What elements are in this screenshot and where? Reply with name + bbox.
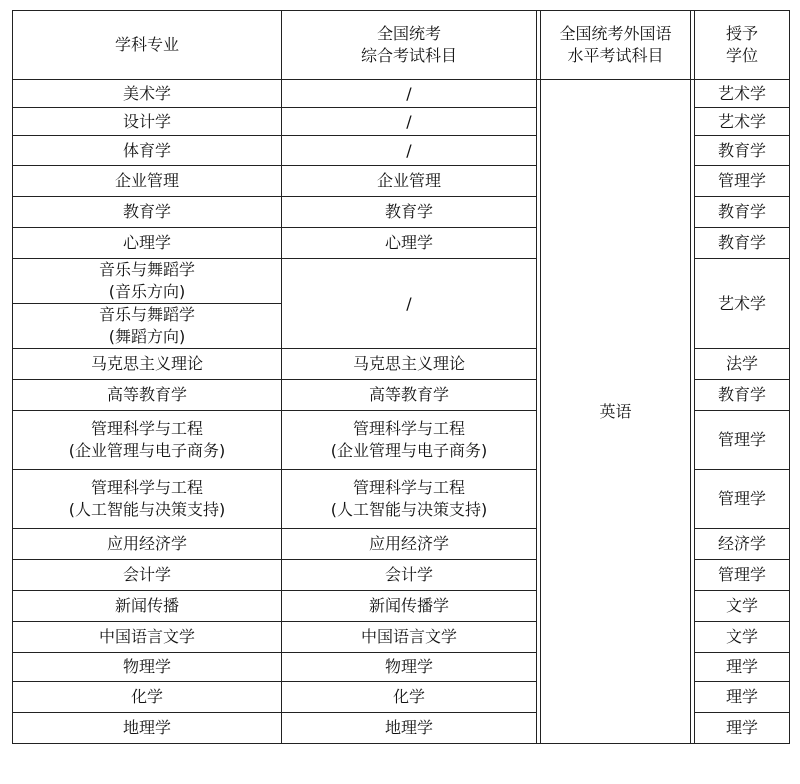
degree-cell: 文学 bbox=[695, 622, 790, 653]
major-line1: 管理科学与工程 bbox=[90, 419, 203, 438]
major-line1: 管理科学与工程 bbox=[90, 478, 203, 497]
major-cell: 教育学 bbox=[13, 197, 282, 228]
degree-cell: 艺术学 bbox=[695, 259, 790, 349]
degree-cell: 管理学 bbox=[695, 411, 790, 470]
exam-cell: 马克思主义理论 bbox=[282, 349, 537, 380]
major-cell: 心理学 bbox=[13, 228, 282, 259]
major-cell: 马克思主义理论 bbox=[13, 349, 282, 380]
degree-cell: 经济学 bbox=[695, 529, 790, 560]
major-cell bbox=[13, 304, 282, 349]
degree-cell: 教育学 bbox=[695, 136, 790, 166]
major-cell: 企业管理 bbox=[13, 166, 282, 197]
major-cell: 物理学 bbox=[13, 653, 282, 682]
exam-cell: 地理学 bbox=[282, 713, 537, 744]
header-degree-line1: 授予 bbox=[725, 24, 758, 43]
exam-cell: 应用经济学 bbox=[282, 529, 537, 560]
header-foreign-language-line1: 全国统考外国语 bbox=[559, 24, 672, 43]
exam-cell: / bbox=[282, 108, 537, 136]
major-line2: (音乐方向) bbox=[108, 282, 186, 301]
major-cell: 设计学 bbox=[13, 108, 282, 136]
header-comprehensive-exam-line2: 综合考试科目 bbox=[360, 46, 457, 65]
major-cell: 美术学 bbox=[13, 80, 282, 108]
major-line2: (企业管理与电子商务) bbox=[68, 441, 226, 460]
exam-cell: 新闻传播学 bbox=[282, 591, 537, 622]
major-cell bbox=[13, 259, 282, 304]
major-line1: 音乐与舞蹈学 bbox=[98, 260, 195, 279]
exam-line2: (人工智能与决策支持) bbox=[330, 500, 488, 519]
exam-line2: (企业管理与电子商务) bbox=[330, 441, 488, 460]
degree-cell: 教育学 bbox=[695, 197, 790, 228]
exam-cell: 企业管理 bbox=[282, 166, 537, 197]
exam-cell: 心理学 bbox=[282, 228, 537, 259]
exam-cell: / bbox=[282, 259, 537, 349]
degree-cell: 艺术学 bbox=[695, 80, 790, 108]
major-cell: 高等教育学 bbox=[13, 380, 282, 411]
exam-cell: / bbox=[282, 136, 537, 166]
header-degree-line2: 学位 bbox=[725, 46, 758, 65]
exam-cell: 物理学 bbox=[282, 653, 537, 682]
exam-cell bbox=[282, 411, 537, 470]
major-cell: 应用经济学 bbox=[13, 529, 282, 560]
degree-cell: 理学 bbox=[695, 713, 790, 744]
major-line2: (舞蹈方向) bbox=[108, 327, 186, 346]
exam-cell: / bbox=[282, 80, 537, 108]
header-comprehensive-exam bbox=[282, 11, 537, 80]
exam-cell: 化学 bbox=[282, 682, 537, 713]
header-degree bbox=[695, 11, 790, 80]
table-row bbox=[13, 80, 790, 108]
admission-table-container bbox=[12, 10, 790, 744]
exam-cell bbox=[282, 470, 537, 529]
degree-cell: 法学 bbox=[695, 349, 790, 380]
major-cell bbox=[13, 411, 282, 470]
degree-cell: 教育学 bbox=[695, 228, 790, 259]
exam-cell: 教育学 bbox=[282, 197, 537, 228]
header-major: 学科专业 bbox=[13, 11, 282, 80]
major-cell: 地理学 bbox=[13, 713, 282, 744]
exam-line1: 管理科学与工程 bbox=[352, 478, 465, 497]
major-cell: 化学 bbox=[13, 682, 282, 713]
exam-line1: 管理科学与工程 bbox=[352, 419, 465, 438]
degree-cell: 文学 bbox=[695, 591, 790, 622]
foreign-language-cell: 英语 bbox=[541, 80, 691, 744]
exam-cell: 会计学 bbox=[282, 560, 537, 591]
major-cell: 新闻传播 bbox=[13, 591, 282, 622]
exam-cell: 高等教育学 bbox=[282, 380, 537, 411]
header-comprehensive-exam-line1: 全国统考 bbox=[376, 24, 441, 43]
degree-cell: 理学 bbox=[695, 653, 790, 682]
degree-cell: 艺术学 bbox=[695, 108, 790, 136]
major-cell: 会计学 bbox=[13, 560, 282, 591]
major-line2: (人工智能与决策支持) bbox=[68, 500, 226, 519]
major-line1: 音乐与舞蹈学 bbox=[98, 305, 195, 324]
major-cell: 体育学 bbox=[13, 136, 282, 166]
degree-cell: 管理学 bbox=[695, 166, 790, 197]
header-foreign-language-exam bbox=[541, 11, 691, 80]
degree-cell: 理学 bbox=[695, 682, 790, 713]
degree-cell: 管理学 bbox=[695, 560, 790, 591]
header-foreign-language-line2: 水平考试科目 bbox=[567, 46, 664, 65]
exam-cell: 中国语言文学 bbox=[282, 622, 537, 653]
header-row bbox=[13, 11, 790, 80]
degree-cell: 管理学 bbox=[695, 470, 790, 529]
major-cell: 中国语言文学 bbox=[13, 622, 282, 653]
admission-table bbox=[12, 10, 790, 744]
major-cell bbox=[13, 470, 282, 529]
degree-cell: 教育学 bbox=[695, 380, 790, 411]
